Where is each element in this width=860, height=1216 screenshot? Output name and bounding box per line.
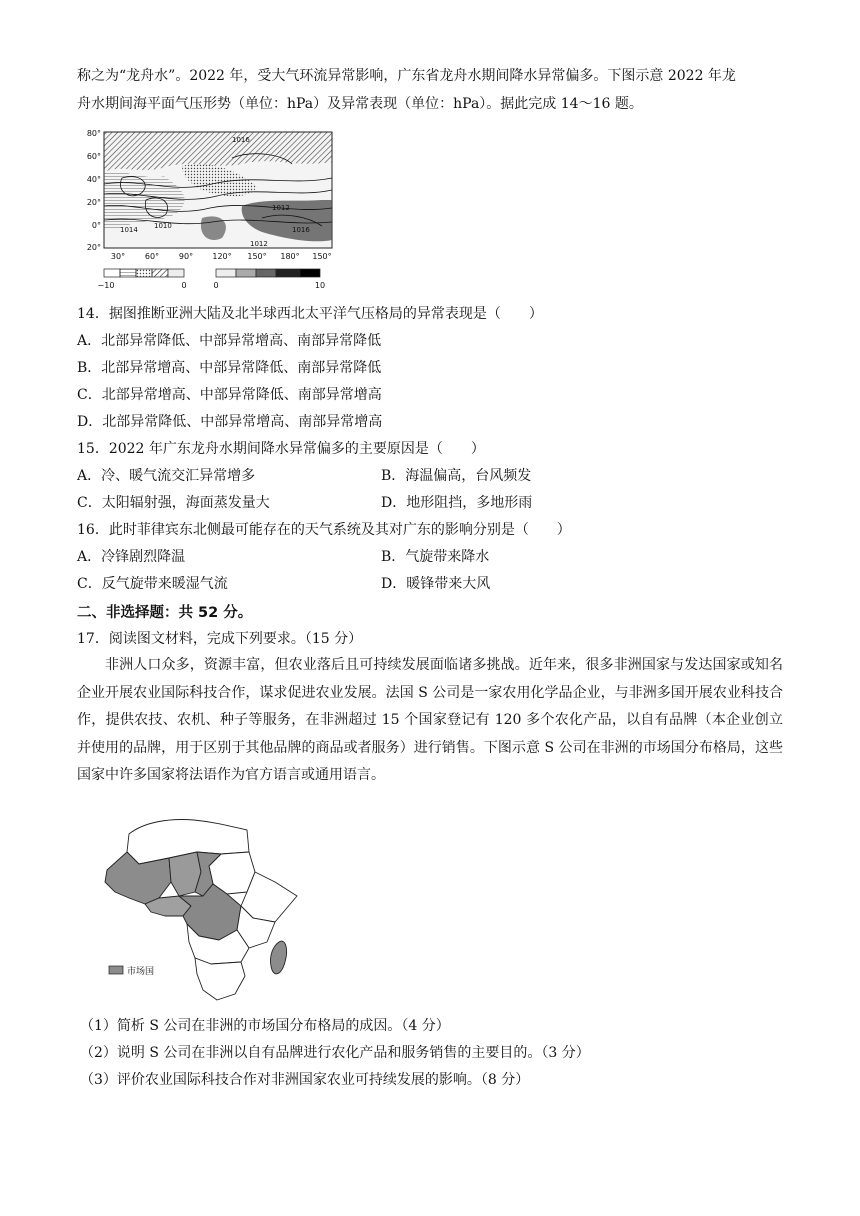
question-15-option-a: A．冷、暖气流交汇异常增多 <box>77 468 256 484</box>
pressure-map <box>82 128 344 292</box>
legend-tick: 10 <box>314 281 326 290</box>
lat-label: 40° <box>86 175 101 184</box>
lon-label: 120° <box>212 252 232 261</box>
question-14-stem: 14．据图推断亚洲大陆及北半球西北太平洋气压格局的异常表现是（ ） <box>77 306 543 322</box>
isobar-label: 1012 <box>250 240 268 248</box>
intro-line-1: 称之为“龙舟水”。2022 年，受大气环流异常影响，广东省龙舟水期间降水异常偏多。下图示意 2022 年龙 <box>77 68 736 84</box>
lat-label: 20° <box>86 198 101 207</box>
section-heading: 二、非选择题：共 52 分。 <box>77 605 253 621</box>
lat-label: 60° <box>86 152 101 161</box>
isobar-label: 1016 <box>292 226 310 234</box>
question-16-option-c: C．反气旋带来暖湿气流 <box>77 576 228 592</box>
lon-label: 180° <box>280 252 300 261</box>
legend-tick: 0 <box>181 281 187 290</box>
lon-label: 30° <box>110 252 126 261</box>
question-15-option-d: D．地形阻挡，多地形雨 <box>381 495 533 511</box>
question-16-option-a: A．冷锋剧烈降温 <box>77 549 186 565</box>
question-15-option-b: B．海温偏高，台风频发 <box>381 468 532 484</box>
isobar-label: 1016 <box>232 136 250 144</box>
question-15-stem: 15．2022 年广东龙舟水期间降水异常偏多的主要原因是（ ） <box>77 441 485 457</box>
isobar-label: 1014 <box>120 226 138 234</box>
map-legend-label: 市场国 <box>127 967 155 977</box>
question-14-option-a: A．北部异常降低、中部异常增高、南部异常降低 <box>77 333 382 349</box>
isobar-label: 1012 <box>272 204 290 212</box>
anomaly-legend <box>98 269 326 290</box>
lat-label: 0° <box>91 221 101 230</box>
legend-tick: 0 <box>213 281 219 290</box>
intro-line-2: 舟水期间海平面气压形势（单位：hPa）及异常表现（单位：hPa）。据此完成 14～16 题。 <box>77 96 643 112</box>
lon-label: 60° <box>144 252 160 261</box>
question-17-stem: 17．阅读图文材料，完成下列要求。（15 分） <box>77 631 363 647</box>
africa-market-map <box>99 812 304 1004</box>
question-14-option-d: D．北部异常降低、中部异常增高、南部异常增高 <box>77 414 383 430</box>
legend-tick: −10 <box>97 281 115 290</box>
question-16-option-b: B．气旋带来降水 <box>381 549 490 565</box>
lon-label: 150° <box>312 252 332 261</box>
lat-label: 80° <box>86 129 101 138</box>
question-17-sub-2: （2）说明 S 公司在非洲以自有品牌进行农化产品和服务销售的主要目的。（3 分） <box>80 1045 590 1061</box>
question-16-option-d: D．暖锋带来大风 <box>381 576 491 592</box>
isobar-label: 1010 <box>154 222 172 230</box>
question-17-sub-3: （3）评价农业国际科技合作对非洲国家农业可持续发展的影响。（8 分） <box>80 1072 530 1088</box>
lat-label: 20° <box>86 243 101 252</box>
question-15-option-c: C．太阳辐射强，海面蒸发量大 <box>77 495 270 511</box>
question-17-material: 非洲人口众多，资源丰富，但农业落后且可持续发展面临诸多挑战。近年来，很多非洲国家与发达国家或知名企业开展农业国际科技合作，谋求促进农业发展。法国 S 公司是一家农用化学品企业，与非洲多国开展农业科技合作，提供农技、农机、种子等服务，在非洲超过 15 个国家登记有 120 多个农化产品，以自有品牌（本企业创立并使用的品牌，用于区别于其他品牌的商品或者服务）进行销售。下图示意 S 公司在非洲的市场国分布格局，这些国家中许多国家将法语作为官方语言或通用语言。 <box>77 657 783 783</box>
question-14-option-b: B．北部异常增高、中部异常降低、南部异常降低 <box>77 360 382 376</box>
lon-label: 150° <box>247 252 267 261</box>
question-16-stem: 16．此时菲律宾东北侧最可能存在的天气系统及其对广东的影响分别是（ ） <box>77 522 571 538</box>
map-legend <box>109 965 154 977</box>
question-14-option-c: C．北部异常增高、中部异常降低、南部异常增高 <box>77 387 382 403</box>
lon-label: 90° <box>178 252 194 261</box>
question-17-sub-1: （1）简析 S 公司在非洲的市场国分布格局的成因。（4 分） <box>80 1018 450 1034</box>
